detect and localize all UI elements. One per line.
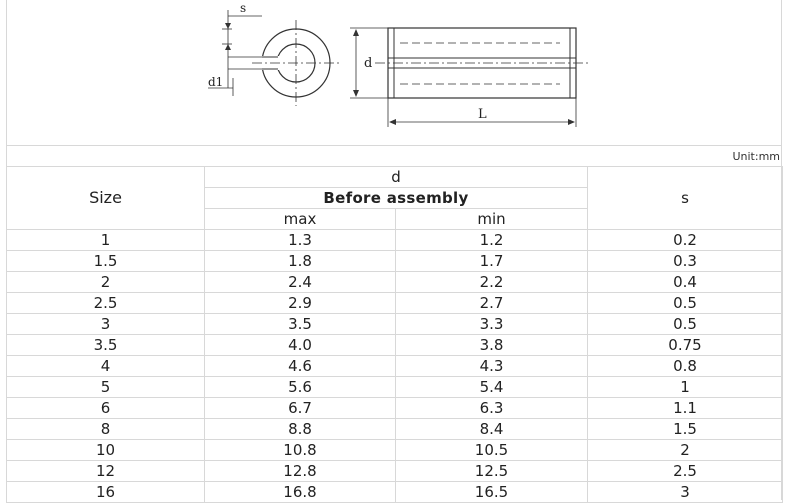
header-size: Size xyxy=(7,167,205,230)
table-row xyxy=(7,398,783,419)
table-row xyxy=(7,314,783,335)
cell-min: 1.2 xyxy=(396,230,588,251)
table-row xyxy=(7,440,783,461)
cell-size: 3 xyxy=(7,314,205,335)
cell-max: 16.8 xyxy=(205,482,396,503)
cell-min: 3.8 xyxy=(396,335,588,356)
cell-size: 3.5 xyxy=(7,335,205,356)
cell-max: 1.3 xyxy=(205,230,396,251)
label-d: d xyxy=(364,56,373,71)
cell-max: 2.4 xyxy=(205,272,396,293)
header-d: d xyxy=(205,167,588,188)
cell-size: 6 xyxy=(7,398,205,419)
cell-min: 12.5 xyxy=(396,461,588,482)
cell-s: 3 xyxy=(588,482,783,503)
cell-max: 6.7 xyxy=(205,398,396,419)
cell-s: 0.5 xyxy=(588,314,783,335)
cell-max: 10.8 xyxy=(205,440,396,461)
cell-size: 2 xyxy=(7,272,205,293)
table-row xyxy=(7,356,783,377)
cell-s: 1.5 xyxy=(588,419,783,440)
cell-s: 1 xyxy=(588,377,783,398)
table-row xyxy=(7,335,783,356)
cell-max: 2.9 xyxy=(205,293,396,314)
cell-s: 0.8 xyxy=(588,356,783,377)
header-min: min xyxy=(396,209,588,230)
technical-drawing xyxy=(0,0,790,148)
table-row xyxy=(7,251,783,272)
label-s: s xyxy=(240,1,247,15)
header-before-assembly: Before assembly xyxy=(205,188,588,209)
cell-size: 4 xyxy=(7,356,205,377)
cell-s: 0.2 xyxy=(588,230,783,251)
cell-min: 8.4 xyxy=(396,419,588,440)
cell-size: 8 xyxy=(7,419,205,440)
cell-max: 4.6 xyxy=(205,356,396,377)
cell-s: 2 xyxy=(588,440,783,461)
cell-min: 10.5 xyxy=(396,440,588,461)
cell-size: 10 xyxy=(7,440,205,461)
cell-size: 5 xyxy=(7,377,205,398)
label-L: L xyxy=(478,107,487,122)
cell-min: 2.7 xyxy=(396,293,588,314)
table-row xyxy=(7,230,783,251)
cell-min: 1.7 xyxy=(396,251,588,272)
table-row xyxy=(7,377,783,398)
table-row xyxy=(7,482,783,503)
cell-max: 1.8 xyxy=(205,251,396,272)
cell-max: 4.0 xyxy=(205,335,396,356)
cell-min: 4.3 xyxy=(396,356,588,377)
cell-min: 2.2 xyxy=(396,272,588,293)
cell-size: 2.5 xyxy=(7,293,205,314)
cell-max: 12.8 xyxy=(205,461,396,482)
header-s: s xyxy=(588,167,783,230)
cell-size: 12 xyxy=(7,461,205,482)
table-row xyxy=(7,461,783,482)
cell-min: 5.4 xyxy=(396,377,588,398)
cell-max: 3.5 xyxy=(205,314,396,335)
cell-s: 0.5 xyxy=(588,293,783,314)
cell-min: 3.3 xyxy=(396,314,588,335)
cell-s: 2.5 xyxy=(588,461,783,482)
unit-label: Unit:mm xyxy=(732,150,780,163)
cell-max: 8.8 xyxy=(205,419,396,440)
cell-s: 0.3 xyxy=(588,251,783,272)
cell-size: 1.5 xyxy=(7,251,205,272)
divider-top xyxy=(6,145,782,146)
cell-min: 16.5 xyxy=(396,482,588,503)
table-row xyxy=(7,272,783,293)
table-row xyxy=(7,419,783,440)
table-row xyxy=(7,293,783,314)
cell-max: 5.6 xyxy=(205,377,396,398)
cell-min: 6.3 xyxy=(396,398,588,419)
cell-s: 1.1 xyxy=(588,398,783,419)
cell-s: 0.4 xyxy=(588,272,783,293)
label-d1: d1 xyxy=(208,75,224,89)
header-max: max xyxy=(205,209,396,230)
cell-s: 0.75 xyxy=(588,335,783,356)
spec-table xyxy=(6,166,783,503)
cell-size: 16 xyxy=(7,482,205,503)
cell-size: 1 xyxy=(7,230,205,251)
